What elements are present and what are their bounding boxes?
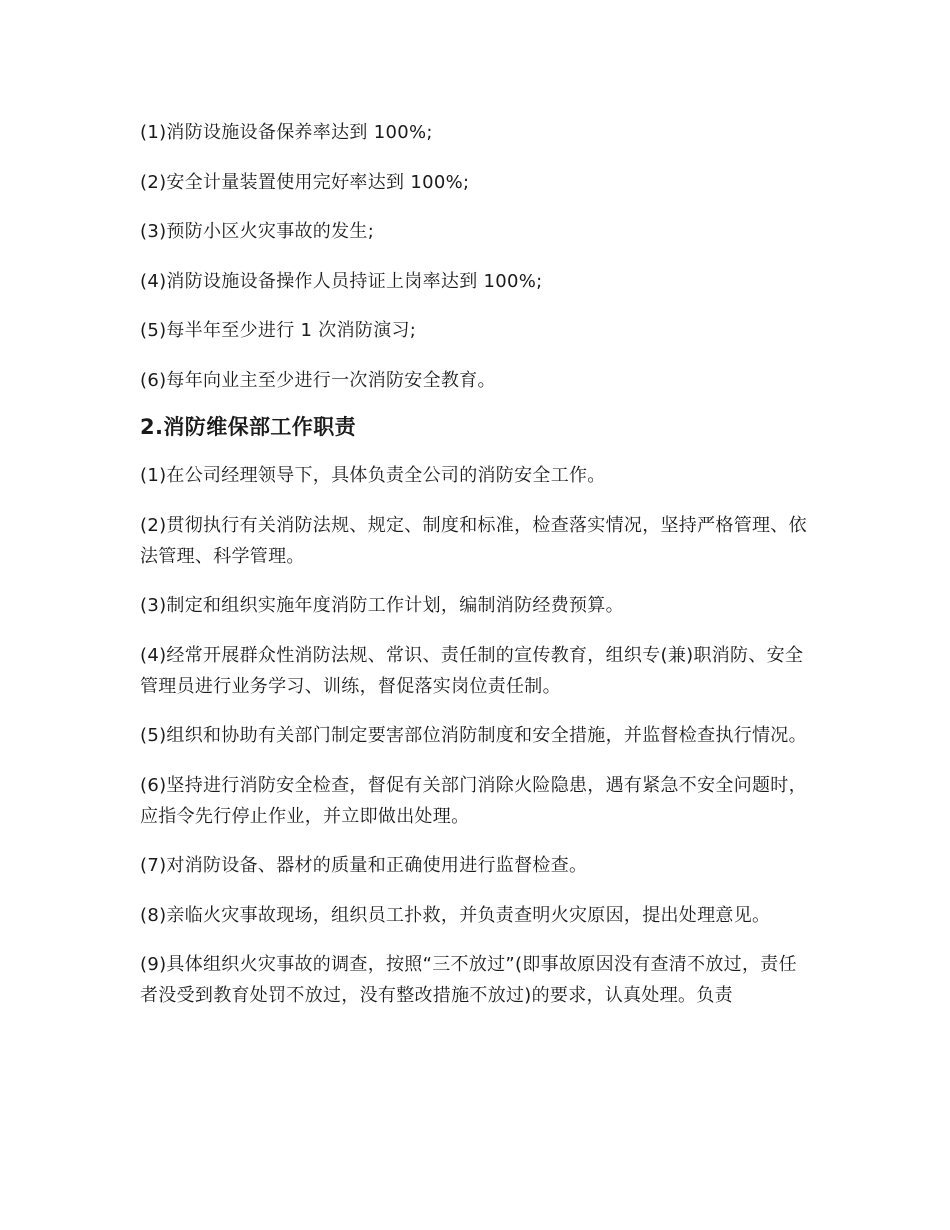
duty-item-4: (4)经常开展群众性消防法规、常识、责任制的宣传教育，组织专(兼)职消防、安全管理员进行业务学习、训练，督促落实岗位责任制。 [140,644,804,697]
duty-item-3: (3)制定和组织实施年度消防工作计划，编制消防经费预算。 [140,595,624,616]
goal-item-1: (1)消防设施设备保养率达到 100%; [140,122,433,143]
goal-item-2: (2)安全计量装置使用完好率达到 100%; [140,171,470,193]
duty-item-1: (1)在公司经理领导下，具体负责全公司的消防安全工作。 [140,465,606,486]
duty-item-7: (7)对消防设备、器材的质量和正确使用进行监督检查。 [140,855,588,876]
section-heading: 2.消防维保部工作职责 [140,415,356,439]
goal-item-3: (3)预防小区火灾事故的发生; [140,221,375,242]
duty-item-9: (9)具体组织火灾事故的调查，按照“三不放过”(即事故原因没有查清不放过，责任者没受到教育处罚不放过，没有整改措施不放过)的要求，认真处理。负责 [140,954,797,1006]
duty-item-2: (2)贯彻执行有关消防法规、规定、制度和标准，检查落实情况，坚持严格管理、依法管理、科学管理。 [140,514,807,567]
goal-item-6: (6)每年向业主至少进行一次消防安全教育。 [140,369,496,391]
goal-item-4: (4)消防设施设备操作人员持证上岗率达到 100%; [140,270,543,292]
duty-item-6: (6)坚持进行消防安全检查，督促有关部门消除火险隐患，遇有紧急不安全问题时，应指令先行停止作业，并立即做出处理。 [140,774,807,827]
goal-item-5: (5)每半年至少进行 1 次消防演习; [140,320,417,341]
duty-item-5: (5)组织和协助有关部门制定要害部位消防制度和安全措施，并监督检查执行情况。 [140,725,807,746]
duty-item-8: (8)亲临火灾事故现场，组织员工扑救，并负责查明火灾原因，提出处理意见。 [140,904,771,926]
document-page [140,117,810,1030]
